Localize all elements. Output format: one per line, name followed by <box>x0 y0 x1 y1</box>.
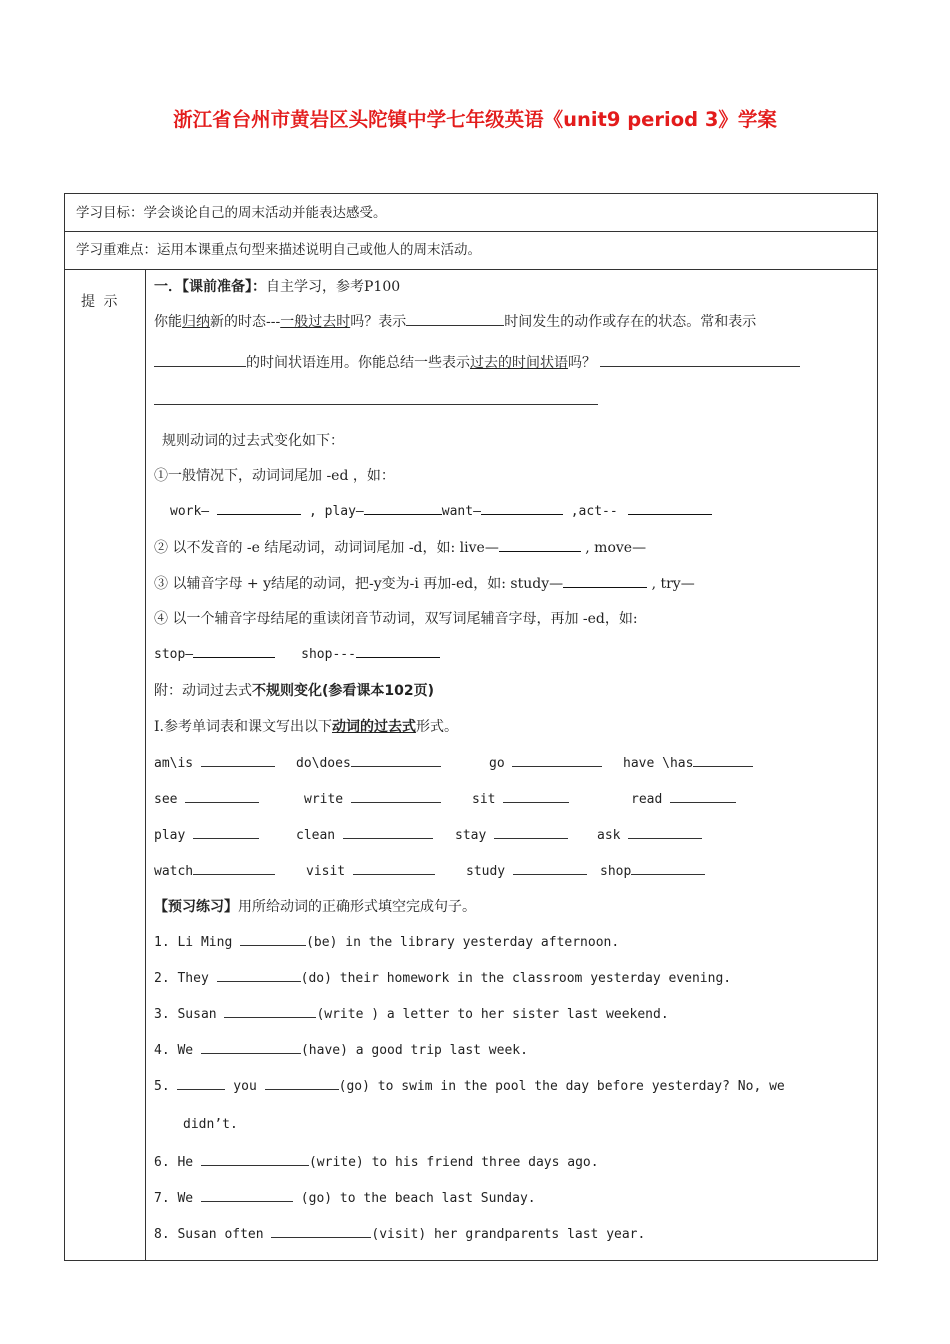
row-divider <box>65 269 877 270</box>
verb-row-1: am\is do\does go have \has <box>154 754 753 771</box>
fill-blank[interactable] <box>512 754 602 767</box>
fill-blank[interactable] <box>271 1225 371 1238</box>
exercise-item: 8. Susan often (visit) her grandparents last year. <box>154 1227 646 1242</box>
rule-4: ④ 以一个辅音字母结尾的重读闭音节动词，双写词尾辅音字母，再加 -ed，如: <box>154 611 638 627</box>
appendix-note: 附：动词过去式不规则变化(参看课本102页) <box>154 683 435 699</box>
exercise-item: 2. They (do) their homework in the classroom yesterday evening. <box>154 971 732 986</box>
fill-blank[interactable] <box>265 1077 339 1090</box>
rule-intro: 规则动词的过去式变化如下： <box>162 433 344 449</box>
fill-blank[interactable] <box>693 754 753 767</box>
rule-2: ② 以不发音的 -e 结尾动词，动词词尾加 -d，如: live— , move— <box>154 540 647 556</box>
fill-blank[interactable] <box>481 502 563 515</box>
fill-blank[interactable] <box>185 790 259 803</box>
learning-goal: 学习目标：学会谈论自己的周末活动并能表达感受。 <box>76 205 387 221</box>
fill-blank[interactable] <box>670 790 736 803</box>
paragraph-line-1: 你能归纳新的时态---一般过去时吗？表示 时间发生的动作或存在的状态。常和表示 <box>154 314 757 330</box>
row-divider <box>65 231 877 232</box>
fill-blank[interactable] <box>364 502 442 515</box>
rule-1-examples: work— , play— want— ,act-- <box>170 502 712 519</box>
fill-blank[interactable] <box>240 933 306 946</box>
fill-blank[interactable] <box>406 313 504 326</box>
paragraph-line-2: 的时间状语连用。你能总结一些表示过去的时间状语吗？ <box>154 352 800 372</box>
fill-blank[interactable] <box>343 826 433 839</box>
exercise-item: 5. you (go) to swim in the pool the day before yesterday? No, we <box>154 1079 785 1094</box>
fill-blank[interactable] <box>177 1077 225 1090</box>
exercise-continuation: didn’t. <box>183 1117 238 1132</box>
fill-blank[interactable] <box>201 1041 301 1054</box>
section-heading: 一．【课前准备】：自主学习，参考P100 <box>154 279 401 295</box>
fill-blank[interactable] <box>628 502 712 515</box>
rule-4-examples: stop— shop--- <box>154 645 440 662</box>
fill-blank[interactable] <box>201 754 275 767</box>
practice-heading: 【预习练习】用所给动词的正确形式填空完成句子。 <box>154 899 476 915</box>
fill-blank[interactable] <box>600 354 800 367</box>
fill-blank[interactable] <box>224 1005 316 1018</box>
fill-blank[interactable] <box>351 754 441 767</box>
fill-blank[interactable] <box>628 826 702 839</box>
verb-row-4: watch visit study shop <box>154 862 705 879</box>
fill-blank[interactable] <box>201 1153 309 1166</box>
document-title: 浙江省台州市黄岩区头陀镇中学七年级英语《unit9 period 3》学案 <box>173 108 777 131</box>
fill-blank[interactable] <box>154 354 246 367</box>
fill-blank[interactable] <box>351 790 441 803</box>
fill-blank[interactable] <box>201 1189 293 1202</box>
worksheet-table <box>64 193 878 1261</box>
fill-blank[interactable] <box>217 502 301 515</box>
fill-blank[interactable] <box>353 862 435 875</box>
verb-row-2: see write sit read <box>154 790 736 807</box>
verb-row-3: play clean stay ask <box>154 826 702 843</box>
fill-blank[interactable] <box>513 862 587 875</box>
fill-blank[interactable] <box>499 539 581 552</box>
fill-blank[interactable] <box>494 826 568 839</box>
fill-blank[interactable] <box>193 826 259 839</box>
exercise-item: 1. Li Ming (be) in the library yesterday afternoon. <box>154 935 620 950</box>
key-points: 学习重难点：运用本课重点句型来描述说明自己或他人的周末活动。 <box>76 242 481 258</box>
fill-blank[interactable] <box>217 969 301 982</box>
fill-blank[interactable] <box>193 645 275 658</box>
fill-blank[interactable] <box>563 575 647 588</box>
column-divider <box>145 270 146 1260</box>
task-instruction: I.参考单词表和课文写出以下动词的过去式形式。 <box>154 719 458 735</box>
exercise-item: 6. He (write) to his friend three days ago. <box>154 1155 599 1170</box>
fill-blank[interactable] <box>356 645 440 658</box>
exercise-item: 3. Susan (write ) a letter to her sister last weekend. <box>154 1007 669 1022</box>
fill-blank[interactable] <box>631 862 705 875</box>
fill-blank[interactable] <box>503 790 569 803</box>
fill-blank[interactable] <box>154 392 598 405</box>
tip-label: 提 示 <box>81 294 120 310</box>
rule-3: ③ 以辅音字母 + y结尾的动词，把-y变为-i 再加-ed，如: study— , try— <box>154 576 695 592</box>
rule-1: ①一般情况下，动词词尾加 -ed ，如： <box>154 468 395 484</box>
fill-blank[interactable] <box>193 862 275 875</box>
exercise-item: 4. We (have) a good trip last week. <box>154 1043 528 1058</box>
exercise-item: 7. We (go) to the beach last Sunday. <box>154 1191 536 1206</box>
paragraph-line-3 <box>154 392 598 409</box>
